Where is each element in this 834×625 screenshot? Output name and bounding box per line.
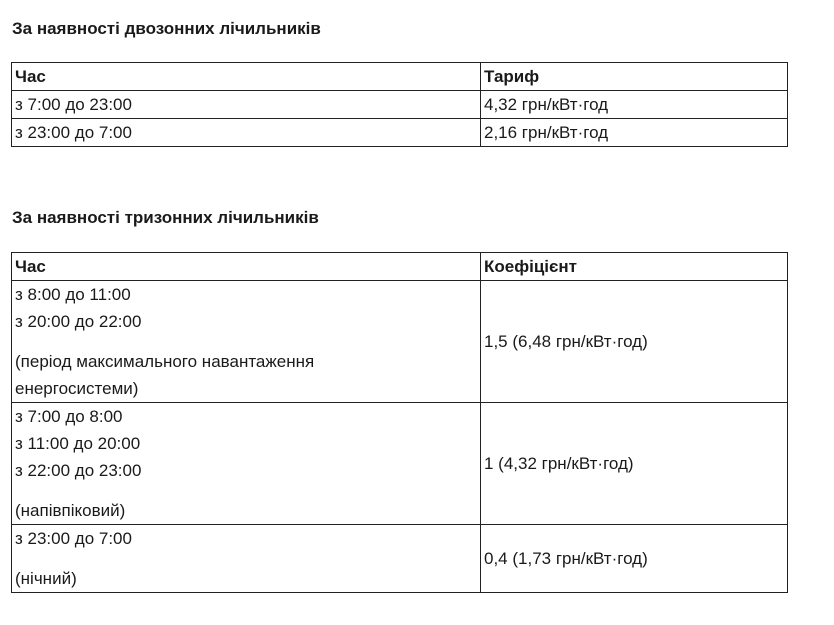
- coefficient-cell: 0,4 (1,73 грн/кВт·год): [481, 525, 788, 593]
- time-range: з 20:00 до 22:00: [15, 312, 142, 331]
- time-range: з 8:00 до 11:00: [15, 285, 131, 304]
- time-cell: [12, 403, 481, 525]
- time-range: з 22:00 до 23:00: [15, 461, 142, 480]
- tariff-cell: 4,32 грн/кВт·год: [481, 91, 788, 119]
- column-header-time: Час: [12, 63, 481, 91]
- period-note: (напівпіковий): [15, 501, 126, 520]
- table-row: [12, 281, 788, 403]
- period-note: (нічний): [15, 569, 77, 588]
- table-header-row: [12, 253, 788, 281]
- period-note: енергосистеми): [15, 379, 139, 398]
- time-cell: [12, 525, 481, 593]
- time-range: з 23:00 до 7:00: [15, 529, 132, 548]
- tariff-cell: 2,16 грн/кВт·год: [481, 119, 788, 147]
- three-zone-coefficient-table: [11, 252, 788, 593]
- time-cell: з 7:00 до 23:00: [12, 91, 481, 119]
- time-cell: [12, 281, 481, 403]
- coefficient-cell: 1,5 (6,48 грн/кВт·год): [481, 281, 788, 403]
- column-header-tariff: Тариф: [481, 63, 788, 91]
- table-row: [12, 525, 788, 593]
- section-two-zone-title: За наявності двозонних лічильників: [12, 19, 321, 38]
- two-zone-tariff-table: [11, 62, 788, 147]
- coefficient-cell: 1 (4,32 грн/кВт·год): [481, 403, 788, 525]
- section-three-zone-title: За наявності тризонних лічильників: [12, 208, 319, 227]
- column-header-time: Час: [12, 253, 481, 281]
- table-row: [12, 119, 788, 147]
- table-row: [12, 91, 788, 119]
- table-row: [12, 403, 788, 525]
- table-header-row: [12, 63, 788, 91]
- time-range: з 7:00 до 8:00: [15, 407, 123, 426]
- time-cell: з 23:00 до 7:00: [12, 119, 481, 147]
- column-header-coefficient: Коефіцієнт: [481, 253, 788, 281]
- period-note: (період максимального навантаження: [15, 352, 315, 371]
- time-range: з 11:00 до 20:00: [15, 434, 141, 453]
